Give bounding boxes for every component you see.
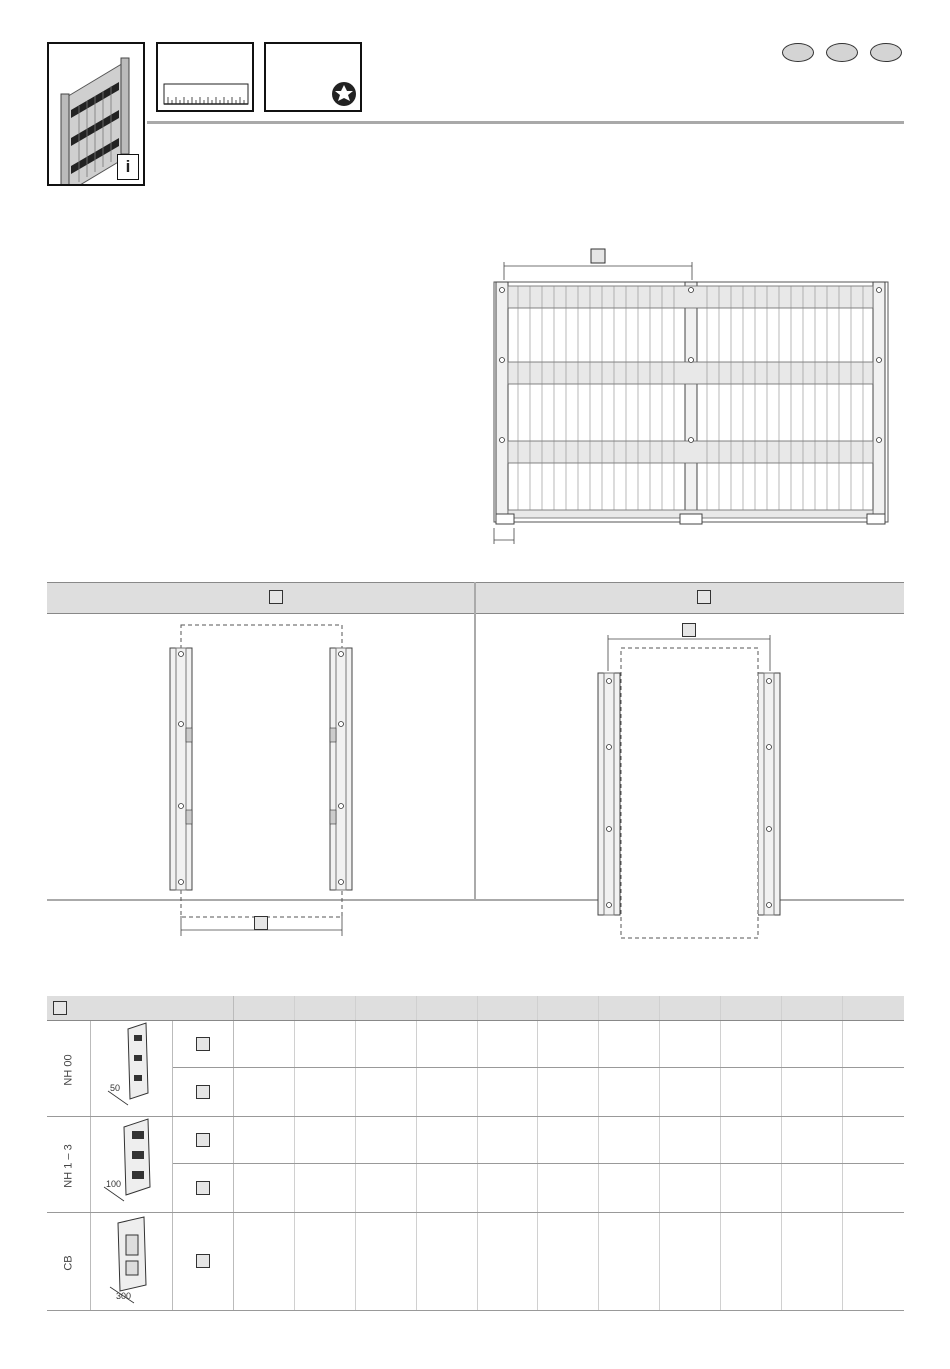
right-panel-marker bbox=[697, 590, 711, 604]
table-row bbox=[47, 1117, 904, 1164]
table-row bbox=[47, 1213, 904, 1311]
language-oval-1[interactable] bbox=[782, 43, 814, 62]
circuit-breaker-icon bbox=[94, 1213, 170, 1305]
right-top-marker bbox=[682, 623, 696, 637]
variant-marker bbox=[196, 1085, 210, 1099]
nh00-fuse-base-icon bbox=[94, 1021, 170, 1111]
language-oval-3[interactable] bbox=[870, 43, 902, 62]
ruler-tool-box bbox=[156, 42, 254, 112]
language-oval-2[interactable] bbox=[826, 43, 858, 62]
torx-tool-box bbox=[264, 42, 362, 112]
table-head-marker bbox=[53, 1001, 67, 1015]
spec-table bbox=[47, 996, 904, 1311]
torx-icon bbox=[266, 44, 360, 110]
top-dimension-marker bbox=[591, 249, 605, 263]
right-rack-front-view bbox=[590, 625, 790, 945]
nh13-fuse-base-icon bbox=[94, 1117, 170, 1207]
variant-marker bbox=[196, 1181, 210, 1195]
info-icon: i bbox=[117, 154, 139, 180]
header-rule bbox=[147, 121, 904, 124]
table-row bbox=[47, 1068, 904, 1117]
panel-header-strip bbox=[47, 582, 904, 614]
svg-text:50: 50 bbox=[109, 1083, 120, 1093]
variant-marker bbox=[196, 1037, 210, 1051]
svg-text:300: 300 bbox=[115, 1291, 131, 1301]
panel-divider bbox=[474, 582, 476, 900]
group-label-nh13: NH 1 – 3 bbox=[62, 1143, 75, 1188]
table-row bbox=[47, 1164, 904, 1213]
product-thumbnail bbox=[47, 42, 145, 186]
left-bottom-marker bbox=[254, 916, 268, 930]
busbar-assembly-drawing bbox=[488, 244, 898, 546]
measuring-tape-icon bbox=[158, 44, 252, 110]
table-header-row bbox=[47, 996, 904, 1021]
table-row bbox=[47, 1021, 904, 1068]
variant-marker bbox=[196, 1254, 210, 1268]
group-label-cb: CB bbox=[62, 1254, 75, 1271]
svg-text:100: 100 bbox=[105, 1179, 121, 1189]
group-label-nh00: NH 00 bbox=[62, 1053, 75, 1086]
left-rack-side-view bbox=[160, 620, 360, 940]
left-panel-marker bbox=[269, 590, 283, 604]
variant-marker bbox=[196, 1133, 210, 1147]
